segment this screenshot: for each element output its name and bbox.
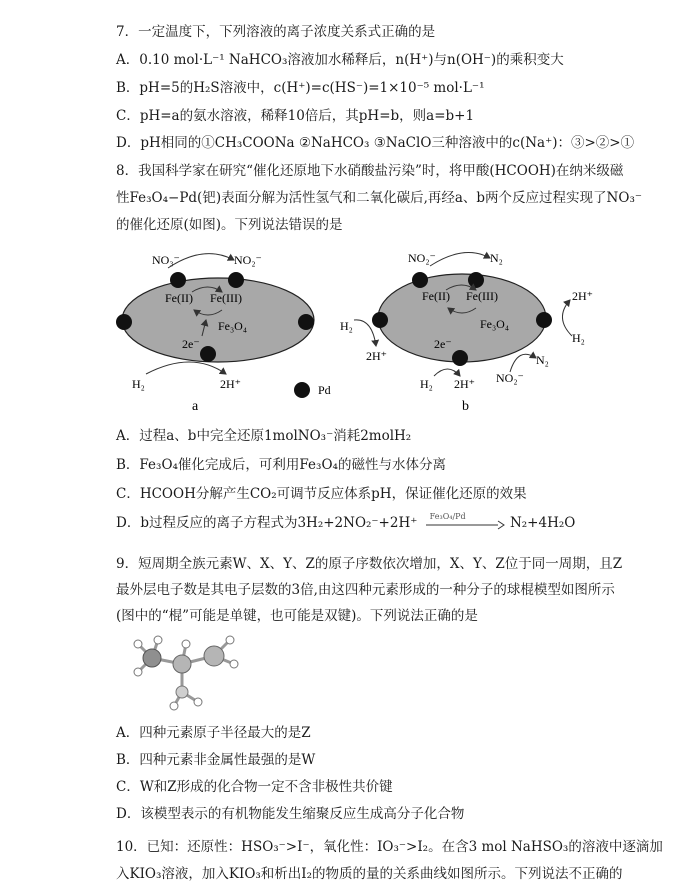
pd-legend-dot [294, 382, 310, 398]
q9-stem-line3: (图中的“棍”可能是单键，也可能是双键)。下列说法正确的是 [116, 608, 478, 624]
q9-stem-line2: 最外层电子数是其电子层数的3倍,由这四种元素形成的一种分子的球棍模型如图所示 [116, 582, 615, 598]
atom-small [230, 660, 238, 668]
reaction-condition [422, 514, 506, 532]
pd-particle [452, 350, 468, 366]
atom-medium [176, 686, 188, 698]
atom-small [134, 668, 142, 676]
atom-small [170, 702, 178, 710]
q9-option-d: D．该模型表示的有机物能发生缩聚反应生成高分子化合物 [116, 806, 465, 822]
diagram-a-caption: a [192, 399, 199, 414]
q8-option-d-equation-right: N₂+4H₂O [509, 515, 576, 531]
hydrogen-arrow-a [146, 362, 226, 374]
q10-stem-line2: 入KIO₃溶液，加入KIO₃和析出I₂的物质的量的关系曲线如图所示。下列说法不正确的 [116, 866, 623, 882]
fe2-label-b: Fe(II) [422, 289, 450, 303]
fe3-label-a: Fe(III) [210, 291, 242, 305]
catalysis-diagram [100, 238, 620, 418]
hydrogen-arrow-b-right [562, 300, 572, 336]
q10-stem-line1: 10．已知：还原性：HSO₃⁻>I⁻，氧化性：IO₃⁻>I₂。在含3 mol NaHSO₃的溶液中逐滴加 [116, 839, 663, 855]
no3-label-a: NO₃⁻ [152, 253, 180, 267]
q8-option-b: B．Fe₃O₄催化完成后，可利用Fe₃O₄的磁性与水体分离 [116, 457, 446, 473]
diagram-b [340, 251, 593, 414]
pd-particle [412, 272, 428, 288]
nitrite-arrow-b-bottom [510, 354, 536, 372]
q8-stem-line3: 的催化还原(如图)。下列说法错误的是 [116, 217, 343, 233]
pd-particle [200, 346, 216, 362]
atom-large [173, 655, 191, 673]
h-plus-label-b-bottom: 2H⁺ [454, 377, 475, 391]
pd-particle [468, 272, 484, 288]
h-plus-label-b-left: 2H⁺ [366, 349, 387, 363]
atom-small [134, 640, 142, 648]
atom-small [154, 636, 162, 644]
q9-stem-line1: 9．短周期全族元素W、X、Y、Z的原子序数依次增加，X、Y、Z位于同一周期，且Z [116, 556, 623, 572]
q7-stem: 7．一定温度下，下列溶液的离子浓度关系式正确的是 [116, 24, 436, 40]
no2-label-b: NO₂⁻ [408, 251, 436, 265]
fe2-label-a: Fe(II) [165, 291, 193, 305]
diagram-a [116, 253, 331, 414]
electrons-label-b: 2e⁻ [434, 337, 452, 351]
q9-option-c: C．W和Z形成的化合物一定不含非极性共价键 [116, 779, 393, 795]
diagram-b-caption: b [462, 399, 469, 414]
no2-label-a: NO₂⁻ [234, 253, 262, 267]
n2-label-b-top: N₂ [490, 251, 503, 265]
hydrogen-arrow-b-bottom [434, 369, 460, 376]
atom-small [194, 698, 202, 706]
pd-particle [298, 314, 314, 330]
no2-label-b-bottom: NO₂⁻ [496, 371, 524, 385]
q8-stem-line1: 8．我国科学家在研究“催化还原地下水硝酸盐污染”时，将甲酸(HCOOH)在纳米级磁 [116, 163, 624, 179]
nitrite-arrow-b [430, 253, 490, 266]
atom-small [182, 640, 190, 648]
fe3-label-b: Fe(III) [466, 289, 498, 303]
q8-stem-line2: 性Fe₃O₄−Pd(钯)表面分解为活性氢气和二氧化碳后,再经a、b两个反应过程实现了NO₃⁻ [116, 190, 642, 206]
reaction-condition-label: Fe₃O₄/Pd [429, 512, 466, 521]
ball-stick-model [130, 630, 270, 712]
q7-option-c: C．pH=a的氨水溶液，稀释10倍后，其pH=b，则a=b+1 [116, 108, 475, 124]
pd-particle [116, 314, 132, 330]
q7-option-d: D．pH相同的①CH₃COONa ②NaHCO₃ ③NaClO三种溶液中的c(Na⁺)：③>②>① [116, 135, 635, 151]
pd-particle [170, 272, 186, 288]
h2-label-b-bottom: H₂ [420, 377, 433, 391]
q8-option-c: C．HCOOH分解产生CO₂可调节反应体系pH，保证催化还原的效果 [116, 486, 527, 502]
reaction-arrow [422, 514, 506, 532]
pd-particle [228, 272, 244, 288]
h-plus-label-b-right: 2H⁺ [572, 289, 593, 303]
atom-large [143, 649, 161, 667]
atom-large [204, 646, 224, 666]
q9-option-a: A．四种元素原子半径最大的是Z [116, 725, 311, 741]
hydrogen-arrow-b-left [354, 320, 376, 346]
q7-option-a: A．0.10 mol·L⁻¹ NaHCO₃溶液加水稀释后，n(H⁺)与n(OH⁻)的乘积变大 [116, 52, 564, 68]
q8-option-d-equation-left: D．b过程反应的离子方程式为3H₂+2NO₂⁻+2H⁺ [116, 515, 418, 531]
n2-label-b-bottom: N₂ [536, 353, 549, 367]
atom-small [226, 636, 234, 644]
q9-option-b: B．四种元素非金属性最强的是W [116, 752, 316, 768]
h2-label-b-left: H₂ [340, 319, 353, 333]
fe3o4-label-b: Fe₃O₄ [480, 317, 510, 331]
h-plus-label-a: 2H⁺ [220, 377, 241, 391]
h2-label-b-right: H₂ [572, 331, 585, 345]
pd-particle [372, 312, 388, 328]
catalyst-ellipse-b [378, 274, 546, 362]
q8-option-d [116, 514, 575, 532]
q7-option-b: B．pH=5的H₂S溶液中，c(H⁺)=c(HS⁻)=1×10⁻⁵ mol·L⁻¹ [116, 80, 485, 96]
pd-particle [536, 312, 552, 328]
pd-legend-label: Pd [318, 383, 331, 397]
electrons-label-a: 2e⁻ [182, 337, 200, 351]
h2-label-a: H₂ [132, 377, 145, 391]
q8-option-a: A．过程a、b中完全还原1molNO₃⁻消耗2molH₂ [116, 428, 412, 444]
fe3o4-label-a: Fe₃O₄ [218, 319, 248, 333]
